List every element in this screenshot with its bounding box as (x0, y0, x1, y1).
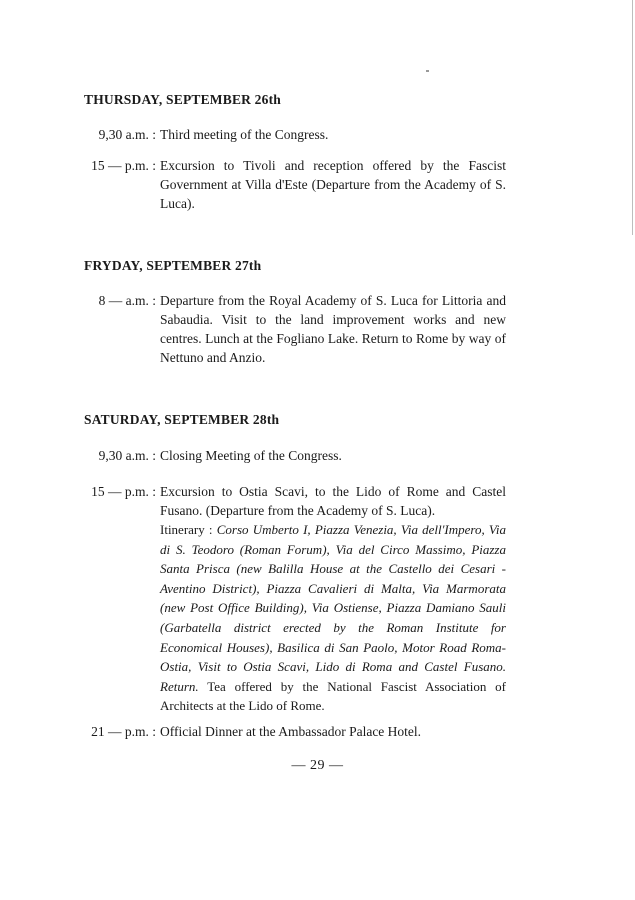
event-time: 8 — a.m. : (98, 293, 156, 308)
page-edge-rule (632, 0, 633, 235)
event-description: Closing Meeting of the Congress. (160, 448, 342, 463)
event-time: 21 — p.m. : (91, 724, 156, 739)
event-time: 15 — p.m. : (91, 158, 156, 173)
page-number: — 29 — (291, 758, 344, 773)
event-description: Excursion to Tivoli and reception offered by the Fascist Government at Villa d'Este (Departure from the Academy of S. Luca). (160, 158, 506, 211)
event-description: Excursion to Ostia Scavi, to the Lido of Rome and Castel Fusano. (Departure from the Academy of S. Luca). (160, 484, 506, 518)
event-description: Official Dinner at the Ambassador Palace Hotel. (160, 724, 422, 739)
paper-speck (426, 70, 429, 72)
itinerary-block (160, 520, 506, 716)
day-heading-saturday: SATURDAY, SEPTEMBER 28th (84, 412, 280, 427)
itinerary-closing: Tea offered by the National Fascist Association of Architects at the Lido of Rome. (160, 678, 506, 714)
event-time: 15 — p.m. : (91, 484, 156, 499)
itinerary-label: Itinerary : (160, 522, 213, 537)
day-heading-thursday: THURSDAY, SEPTEMBER 26th (84, 92, 281, 107)
itinerary-route: Corso Umberto I, Piazza Venezia, Via dell'Impero, Via di S. Teodoro (Roman Forum), Via del Circo Massimo, Piazza Santa Prisca (new Balilla House at the Castello dei Cesari - Aventino District), Piazza Cavalieri di Malta, Via Marmorata (new Post Office Building), Via Ostiense, Piazza Damiano Sauli (Garbatella district erected by the Roman Institute for Economical Houses), Basilica di San Paolo, Motor Road Roma-Ostia, Visit to Ostia Scavi, Lido di Roma and Castel Fusano. Return. (160, 522, 506, 694)
event-time: 9,30 a.m. : (98, 127, 156, 142)
event-description: Third meeting of the Congress. (160, 127, 329, 142)
day-heading-friday: FRYDAY, SEPTEMBER 27th (84, 258, 262, 273)
event-description: Departure from the Royal Academy of S. Luca for Littoria and Sabaudia. Visit to the land improvement works and new centres. Lunch at the Fogliano Lake. Return to Rome by way of Nettuno and Anzio. (160, 293, 506, 365)
event-time: 9,30 a.m. : (98, 448, 156, 463)
